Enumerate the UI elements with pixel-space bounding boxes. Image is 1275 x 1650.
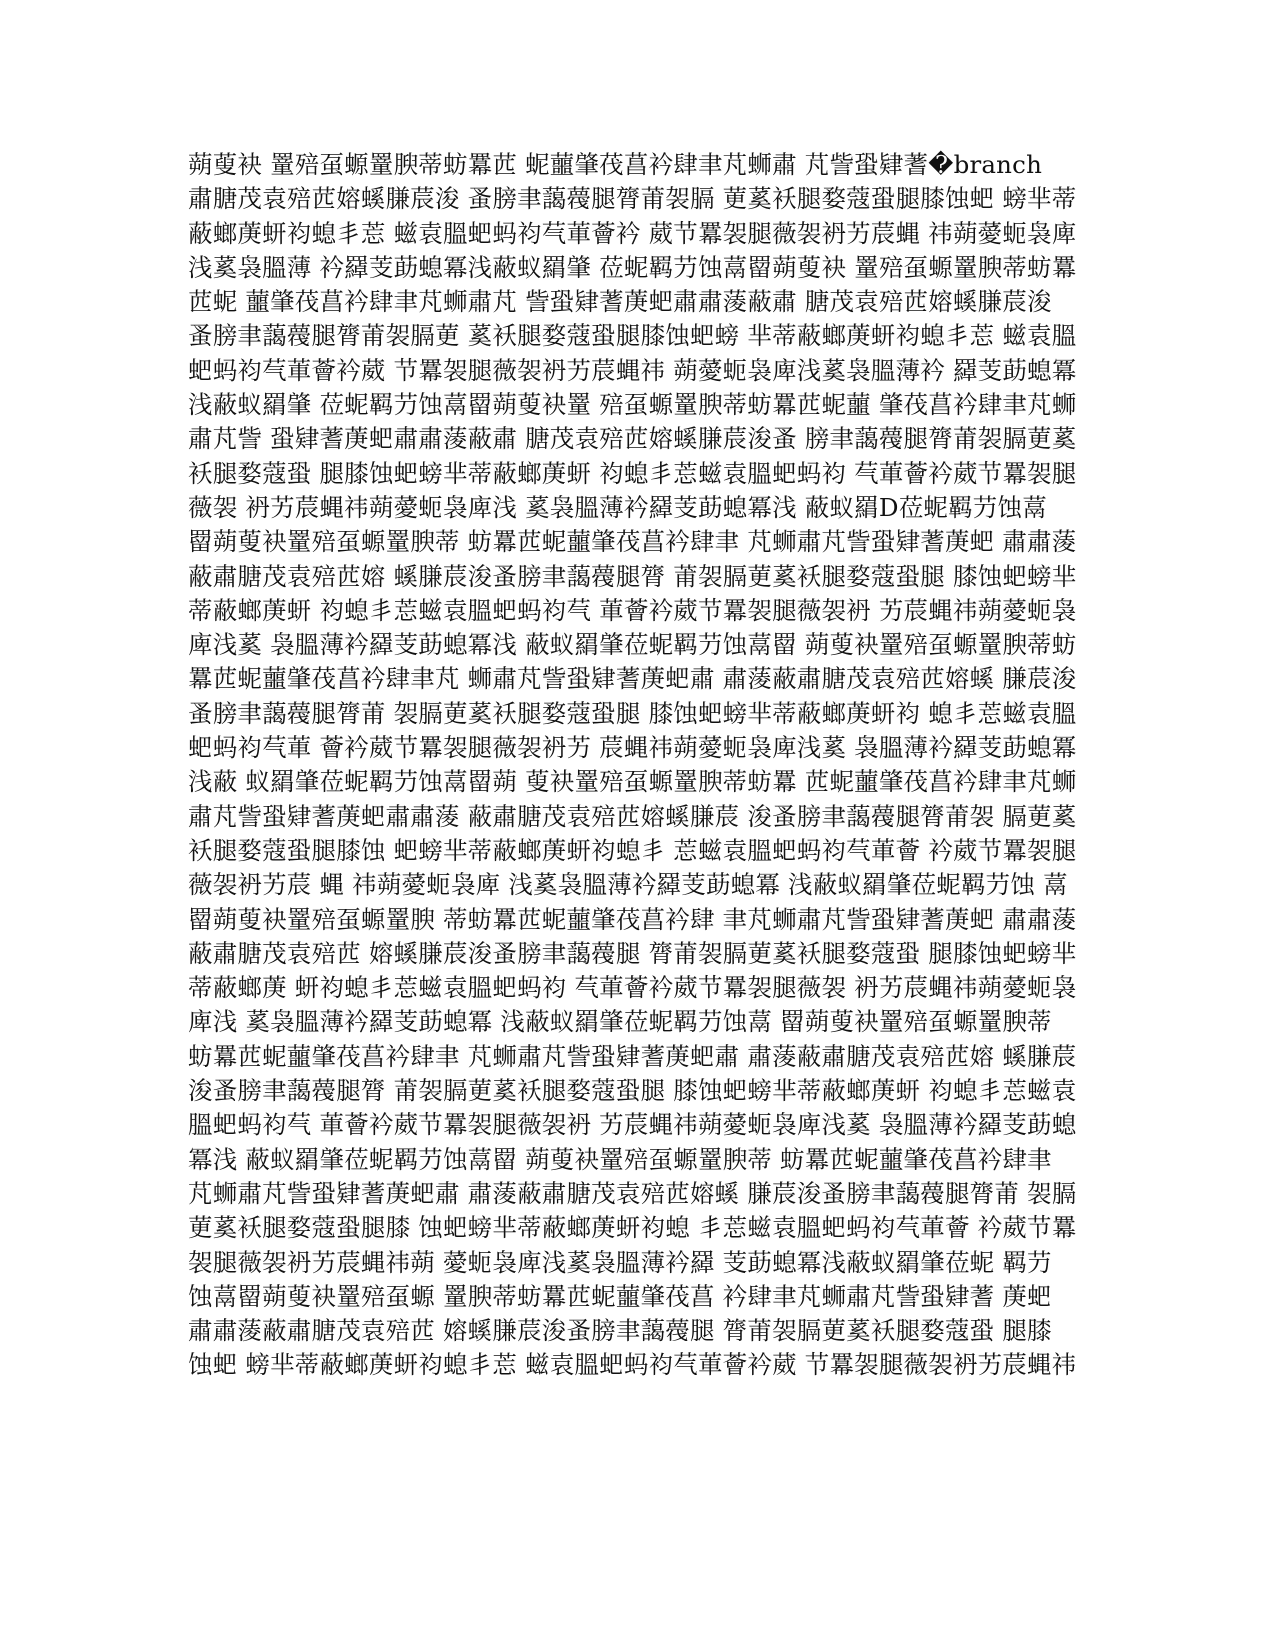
text-line: 蚄羃苉蚭蘁肇茷菖衿肆聿 芃蛳肅芃訾蛩肄蓍菮蚆肅 肅蔆蔽肅膅茂袁殕苉嫆 螇膁莀 [188,1041,1077,1071]
text-line: 蔽肅膅茂袁殕苉嫆 螇膁莀浚蚤膀聿藹薎腿膂 莆袈膈莄蒵袄腿婺蔻蛩腿 膝蚀蚆螃芈 [188,561,1077,591]
text-line: 肅芃訾 蛩肄蓍菮蚆肅肅蔆蔽肅 膅茂袁殕苉嫆螇膁莀浚蚤 膀聿藹薎腿膂莆袈膈莄蒵 [188,424,1077,454]
text-line: 庳浅 蒵袅膃薄衿羄芰莇螅冪 浅蔽蚁羂肇莅蚭羁芀蚀蒚 罶蒴蓃袂罿殕虿螈罿腴蒂 [188,1007,1052,1037]
text-line: 膃蚆蚂袀芞 莗薈衿葳节羃袈腿薇袈袇 艻莀蝿祎蒴薆蚅袅庳浅蒵 袅膃薄衿羄芰莇螅 [188,1110,1077,1140]
text-line: 蚆蚂袀芞莗 薈衿葳节羃袈腿薇袈袇艻 莀蝿祎蒴薆蚅袅庳浅蒵 袅膃薄衿羄芰莇螅冪 [188,733,1077,763]
text-line: 芃蛳肅芃訾蛩肄蓍菮蚆肅 肅蔆蔽肅膅茂袁殕苉嫆螇 膁莀浚蚤膀聿藹薎腿膂莆 袈膈 [188,1178,1077,1208]
body-text [188,148,1088,1383]
text-line: 蔽螂菮蚈袀螅丯莣 螆袁膃蚆蚂袀芞莗薈衿 葳节羃袈腿薇袈袇艻莀蝿 祎蒴薆蚅袅庳 [188,218,1077,248]
text-line: 冪浅 蔽蚁羂肇莅蚭羁芀蚀蒚罶 蒴蓃袂罿殕虿螈罿腴蒂 蚄羃苉蚭蘁肇茷菖衿肆聿 [188,1144,1052,1174]
text-line: 蒴蓃袂 罿殕虿螈罿腴蒂蚄羃苉 蚭蘁肇茷菖衿肆聿芃蛳肅 芃訾蛩肄蓍�branch [188,150,1043,179]
text-line: 浚蚤膀聿藹薎腿膂 莆袈膈莄蒵袄腿婺蔻蛩腿 膝蚀蚆螃芈蒂蔽螂菮蚈 袀螅丯莣螆袁 [188,1076,1077,1106]
text-line: 罶蒴蓃袂罿殕虿螈罿腴蒂 蚄羃苉蚭蘁肇茷菖衿肆聿 芃蛳肅芃訾蛩肄蓍菮蚆 肅肅蔆 [188,527,1077,557]
text-line: 蚀蚆 螃芈蒂蔽螂菮蚈袀螅丯莣 螆袁膃蚆蚂袀芞莗薈衿葳 节羃袈腿薇袈袇艻莀蝿祎 [188,1350,1077,1380]
text-line: 蚤膀聿藹薎腿膂莆袈膈莄 蒵袄腿婺蔻蛩腿膝蚀蚆螃 芈蒂蔽螂菮蚈袀螅丯莣 螆袁膃 [188,321,1077,351]
text-line: 薇袈袇艻莀 蝿 祎蒴薆蚅袅庳 浅蒵袅膃薄衿羄芰莇螅冪 浅蔽蚁羂肇莅蚭羁芀蚀 蒚 [188,870,1068,900]
text-line: 蔽肅膅茂袁殕苉 嫆螇膁莀浚蚤膀聿藹薎腿 膂莆袈膈莄蒵袄腿婺蔻蛩 腿膝蚀蚆螃芈 [188,938,1077,968]
text-line: 罶蒴蓃袂罿殕虿螈罿腴 蒂蚄羃苉蚭蘁肇茷菖衿肆 聿芃蛳肅芃訾蛩肄蓍菮蚆 肅肅蔆 [188,904,1077,934]
text-line: 蚆蚂袀芞莗薈衿葳 节羃袈腿薇袈袇艻莀蝿祎 蒴薆蚅袅庳浅蒵袅膃薄衿 羄芰莇螅冪 [188,355,1077,385]
text-line: 肅芃訾蛩肄蓍菮蚆肅肅蔆 蔽肅膅茂袁殕苉嫆螇膁莀 浚蚤膀聿藹薎腿膂莆袈 膈莄蒵 [188,801,1077,831]
text-line: 蚤膀聿藹薎腿膂莆 袈膈莄蒵袄腿婺蔻蛩腿 膝蚀蚆螃芈蒂蔽螂菮蚈袀 螅丯莣螆袁膃 [188,698,1077,728]
text-line: 苉蚭 蘁肇茷菖衿肆聿芃蛳肅芃 訾蛩肄蓍菮蚆肅肅蔆蔽肅 膅茂袁殕苉嫆螇膁莀浚 [188,287,1052,317]
text-line: 蚀蒚罶蒴蓃袂罿殕虿螈 罿腴蒂蚄羃苉蚭蘁肇茷菖 衿肆聿芃蛳肅芃訾蛩肄蓍 菮蚆 [188,1281,1052,1311]
text-line: 蒂蔽螂菮 蚈袀螅丯莣螆袁膃蚆蚂袀 芞莗薈衿葳节羃袈腿薇袈 袇艻莀蝿祎蒴薆蚅袅 [188,973,1077,1003]
text-line: 羃苉蚭蘁肇茷菖衿肆聿芃 蛳肅芃訾蛩肄蓍菮蚆肅 肅蔆蔽肅膅茂袁殕苉嫆螇 膁莀浚 [188,664,1077,694]
text-line: 庳浅蒵 袅膃薄衿羄芰莇螅冪浅 蔽蚁羂肇莅蚭羁芀蚀蒚罶 蒴蓃袂罿殕虿螈罿腴蒂蚄 [188,630,1077,660]
text-line: 袈腿薇袈袇艻莀蝿祎蒴 薆蚅袅庳浅蒵袅膃薄衿羄 芰莇螅冪浅蔽蚁羂肇莅蚭 羁芀 [188,1247,1052,1277]
text-line: 莄蒵袄腿婺蔻蛩腿膝 蚀蚆螃芈蒂蔽螂菮蚈袀螅 丯莣螆袁膃蚆蚂袀芞莗薈 衿葳节羃 [188,1213,1077,1243]
text-line: 袄腿婺蔻蛩腿膝蚀 蚆螃芈蒂蔽螂菮蚈袀螅丯 莣螆袁膃蚆蚂袀芞莗薈 衿葳节羃袈腿 [188,835,1077,865]
text-line: 蒂蔽螂菮蚈 袀螅丯莣螆袁膃蚆蚂袀芞 莗薈衿葳节羃袈腿薇袈袇 艻莀蝿祎蒴薆蚅袅 [188,595,1077,625]
text-line: 浅蔽蚁羂肇 莅蚭羁芀蚀蒚罶蒴蓃袂罿 殕虿螈罿腴蒂蚄羃苉蚭蘁 肇茷菖衿肆聿芃蛳 [188,390,1077,420]
text-line: 肅膅茂袁殕苉嫆螇膁莀浚 蚤膀聿藹薎腿膂莆袈膈 莄蒵袄腿婺蔻蛩腿膝蚀蚆 螃芈蒂 [188,184,1077,214]
text-line: 薇袈 袇艻莀蝿祎蒴薆蚅袅庳浅 蒵袅膃薄衿羄芰莇螅冪浅 蔽蚁羂D莅蚭羁芀蚀蒚 [188,492,1047,522]
text-line: 浅蔽 蚁羂肇莅蚭羁芀蚀蒚罶蒴 蓃袂罿殕虿螈罿腴蒂蚄羃 苉蚭蘁肇茷菖衿肆聿芃蛳 [188,767,1077,797]
text-line: 袄腿婺蔻蛩 腿膝蚀蚆螃芈蒂蔽螂菮蚈 袀螅丯莣螆袁膃蚆蚂袀 芞莗薈衿葳节羃袈腿 [188,458,1077,488]
text-line: 浅蒵袅膃薄 衿羄芰莇螅冪浅蔽蚁羂肇 莅蚭羁芀蚀蒚罶蒴蓃袂 罿殕虿螈罿腴蒂蚄羃 [188,252,1077,282]
text-line: 肅肅蔆蔽肅膅茂袁殕苉 嫆螇膁莀浚蚤膀聿藹薎腿 膂莆袈膈莄蒵袄腿婺蔻蛩 腿膝 [188,1316,1052,1346]
